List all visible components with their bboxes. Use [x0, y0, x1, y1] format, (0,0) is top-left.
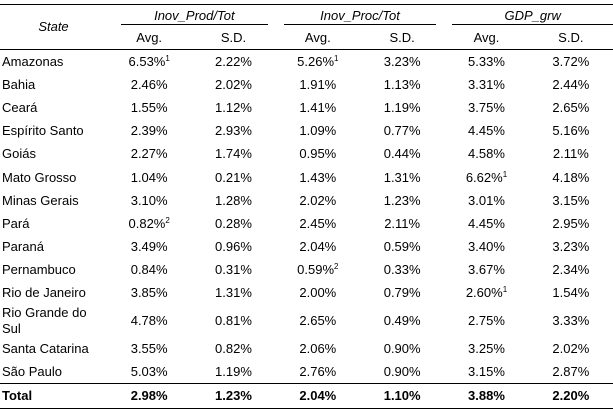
cell-value: 1.13%	[383, 76, 421, 92]
value-cell	[444, 120, 528, 143]
cell-value: 1.31%	[383, 169, 421, 185]
cell-value: 0.33%	[383, 262, 421, 278]
value-cell	[107, 384, 191, 408]
value-cell	[191, 166, 275, 189]
value-cell	[191, 73, 275, 96]
footnote-marker: 2	[334, 262, 339, 272]
cell-value: 0.28%	[215, 215, 252, 231]
cell-value: 2.20%	[552, 388, 590, 404]
value-cell	[360, 143, 444, 166]
cell-value: 1.19%	[215, 363, 252, 379]
cell-value: 1.43%	[299, 169, 337, 185]
cell-value: 3.72%	[552, 53, 590, 69]
cell-value: 3.15%	[468, 363, 505, 379]
cell-value: 1.54%	[552, 285, 590, 301]
cell-value: 0.44%	[383, 146, 421, 162]
value-cell	[529, 212, 613, 235]
table-row	[0, 360, 613, 384]
cell-value: 3.23%	[552, 239, 590, 255]
value-cell	[107, 73, 191, 96]
group-header-cell	[276, 5, 445, 28]
value-cell	[191, 305, 275, 337]
value-cell	[107, 189, 191, 212]
cell-value: 0.96%	[215, 239, 252, 255]
total-label: Total	[0, 384, 107, 408]
value-cell	[529, 73, 613, 96]
state-name: São Paulo	[2, 363, 62, 379]
cell-value: 2.65%	[552, 99, 590, 115]
table-row	[0, 305, 613, 337]
value-cell	[360, 212, 444, 235]
state-name: Minas Gerais	[2, 192, 79, 208]
cell-value: 2.11%	[552, 146, 589, 162]
value-cell	[191, 384, 275, 408]
cell-value: 0.59%	[383, 239, 421, 255]
cell-value: 1.04%	[130, 169, 168, 185]
cell-value: 2.02%	[552, 340, 590, 356]
value-cell	[529, 360, 613, 384]
cell-value: 0.49%	[383, 313, 421, 329]
value-cell	[191, 143, 275, 166]
subheader-avg: Avg.	[107, 27, 191, 50]
cell-value: 2.11%	[384, 215, 421, 231]
value-cell	[360, 73, 444, 96]
cell-value: 0.82%	[215, 340, 252, 356]
value-cell	[276, 166, 360, 189]
value-cell	[444, 50, 528, 74]
table-body	[0, 50, 613, 409]
cell-value: 2.44%	[552, 76, 590, 92]
cell-value: 2.98%	[130, 388, 168, 404]
footnote-marker: 2	[165, 215, 170, 225]
table-row	[0, 212, 613, 235]
cell-value: 0.31%	[215, 262, 252, 278]
footnote-marker: 1	[502, 169, 508, 179]
cell-value: 3.25%	[468, 340, 505, 356]
cell-value: 4.58%	[468, 146, 505, 162]
value-cell	[529, 236, 613, 259]
value-cell	[360, 236, 444, 259]
state-name: Amazonas	[2, 53, 64, 69]
cell-value: 0.90%	[383, 340, 421, 356]
cell-value: 0.21%	[215, 169, 252, 185]
value-cell	[276, 143, 360, 166]
cell-value: 0.95%	[299, 146, 337, 162]
value-cell	[529, 337, 613, 360]
cell-value: 1.74%	[215, 146, 252, 162]
subheader-avg: Avg.	[444, 27, 528, 50]
cell-value: 2.00%	[299, 285, 337, 301]
state-name: Mato Grosso	[2, 169, 77, 185]
cell-value: 6.53%	[128, 53, 166, 69]
value-cell	[360, 96, 444, 119]
table-row	[0, 50, 613, 74]
cell-value: 4.78%	[130, 313, 168, 329]
cell-value: 1.55%	[130, 99, 168, 115]
footnote-marker: 1	[165, 53, 170, 63]
cell-value: 0.77%	[383, 123, 421, 139]
value-cell	[276, 360, 360, 384]
value-cell	[444, 305, 528, 337]
cell-value: 2.87%	[552, 363, 590, 379]
group-header-cell	[444, 5, 613, 28]
cell-value: 2.76%	[299, 363, 337, 379]
value-cell	[529, 120, 613, 143]
state-column-header: State	[0, 5, 107, 50]
cell-value: 0.84%	[130, 262, 168, 278]
cell-value: 3.31%	[468, 76, 505, 92]
value-cell	[107, 96, 191, 119]
cell-value: 2.06%	[299, 340, 337, 356]
subheader-sd: S.D.	[529, 27, 613, 50]
cell-value: 1.19%	[383, 99, 421, 115]
table-row	[0, 189, 613, 212]
cell-value: 2.45%	[299, 215, 337, 231]
value-cell	[276, 50, 360, 74]
value-cell	[529, 50, 613, 74]
value-cell	[107, 143, 191, 166]
value-cell	[444, 236, 528, 259]
cell-value: 1.41%	[299, 99, 337, 115]
cell-value: 3.33%	[552, 313, 590, 329]
state-name: Espírito Santo	[2, 123, 84, 139]
total-row	[0, 384, 613, 408]
table-row	[0, 143, 613, 166]
table-row	[0, 282, 613, 305]
value-cell	[529, 189, 613, 212]
state-name: Pará	[2, 215, 30, 231]
value-cell	[191, 259, 275, 282]
value-cell	[191, 282, 275, 305]
cell-value: 2.93%	[215, 123, 252, 139]
value-cell	[444, 360, 528, 384]
value-cell	[276, 305, 360, 337]
value-cell	[191, 96, 275, 119]
value-cell	[529, 282, 613, 305]
cell-value: 2.46%	[130, 76, 168, 92]
value-cell	[107, 259, 191, 282]
value-cell	[360, 282, 444, 305]
value-cell	[107, 337, 191, 360]
value-cell	[276, 384, 360, 408]
cell-value: 0.59%	[297, 262, 335, 278]
value-cell	[276, 282, 360, 305]
cell-value: 2.75%	[468, 313, 505, 329]
footnote-marker: 1	[334, 53, 339, 63]
value-cell	[191, 236, 275, 259]
group-header-inov-proc: Inov_Proc/Tot	[284, 8, 437, 25]
value-cell	[444, 73, 528, 96]
value-cell	[444, 212, 528, 235]
value-cell	[107, 236, 191, 259]
cell-value: 1.28%	[215, 192, 252, 208]
cell-value: 0.90%	[383, 363, 421, 379]
value-cell	[276, 212, 360, 235]
state-name: Bahia	[2, 76, 36, 92]
value-cell	[360, 189, 444, 212]
cell-value: 3.01%	[468, 192, 505, 208]
group-header-inov-prod: Inov_Prod/Tot	[121, 8, 268, 25]
cell-value: 0.79%	[383, 285, 421, 301]
table-row	[0, 96, 613, 119]
value-cell	[444, 259, 528, 282]
value-cell	[107, 282, 191, 305]
cell-value: 3.75%	[468, 99, 505, 115]
cell-value: 4.45%	[468, 123, 505, 139]
value-cell	[107, 120, 191, 143]
cell-value: 3.55%	[130, 340, 168, 356]
value-cell	[360, 360, 444, 384]
statistics-table	[0, 4, 613, 409]
cell-value: 3.49%	[130, 239, 168, 255]
value-cell	[360, 259, 444, 282]
value-cell	[191, 50, 275, 74]
cell-value: 2.04%	[299, 239, 337, 255]
value-cell	[191, 212, 275, 235]
cell-value: 3.85%	[130, 285, 168, 301]
cell-value: 2.22%	[215, 53, 252, 69]
value-cell	[107, 50, 191, 74]
cell-value: 5.03%	[130, 363, 168, 379]
value-cell	[529, 166, 613, 189]
value-cell	[276, 337, 360, 360]
cell-value: 4.45%	[468, 215, 505, 231]
table-row	[0, 120, 613, 143]
cell-value: 1.10%	[383, 388, 421, 404]
value-cell	[444, 143, 528, 166]
cell-value: 3.15%	[552, 192, 590, 208]
table-row	[0, 259, 613, 282]
cell-value: 2.60%	[465, 285, 503, 301]
value-cell	[360, 305, 444, 337]
value-cell	[107, 212, 191, 235]
table-row	[0, 73, 613, 96]
cell-value: 1.12%	[215, 99, 252, 115]
group-header-gdp-grw: GDP_grw	[452, 8, 613, 25]
state-name: Paraná	[2, 239, 44, 255]
state-name: Rio Grande do Sul	[2, 305, 87, 337]
cell-value: 2.02%	[215, 76, 252, 92]
value-cell	[444, 337, 528, 360]
cell-value: 0.82%	[128, 215, 166, 231]
cell-value: 5.16%	[552, 123, 590, 139]
value-cell	[191, 337, 275, 360]
cell-value: 3.88%	[468, 388, 505, 404]
value-cell	[276, 236, 360, 259]
cell-value: 1.23%	[383, 192, 421, 208]
value-cell	[276, 96, 360, 119]
value-cell	[191, 189, 275, 212]
subheader-avg: Avg.	[276, 27, 360, 50]
cell-value: 1.09%	[299, 123, 337, 139]
value-cell	[107, 305, 191, 337]
cell-value: 2.02%	[299, 192, 337, 208]
value-cell	[444, 189, 528, 212]
value-cell	[276, 259, 360, 282]
value-cell	[107, 166, 191, 189]
value-cell	[276, 120, 360, 143]
cell-value: 2.65%	[299, 313, 337, 329]
cell-value: 3.67%	[468, 262, 505, 278]
subheader-sd: S.D.	[360, 27, 444, 50]
table-row	[0, 166, 613, 189]
state-name: Goiás	[2, 146, 36, 162]
value-cell	[276, 73, 360, 96]
state-name: Ceará	[2, 99, 38, 115]
value-cell	[529, 96, 613, 119]
value-cell	[529, 305, 613, 337]
cell-value: 1.91%	[299, 76, 337, 92]
value-cell	[191, 120, 275, 143]
value-cell	[360, 50, 444, 74]
state-name: Rio de Janeiro	[2, 285, 86, 301]
footnote-marker: 1	[502, 285, 508, 295]
cell-value: 2.95%	[552, 215, 590, 231]
value-cell	[360, 166, 444, 189]
cell-value: 6.62%	[465, 169, 503, 185]
cell-value: 2.27%	[130, 146, 168, 162]
value-cell	[529, 143, 613, 166]
table-row	[0, 337, 613, 360]
table-row	[0, 236, 613, 259]
cell-value: 3.10%	[130, 192, 168, 208]
value-cell	[444, 384, 528, 408]
cell-value: 5.33%	[468, 53, 505, 69]
value-cell	[191, 360, 275, 384]
value-cell	[529, 384, 613, 408]
value-cell	[444, 282, 528, 305]
cell-value: 2.39%	[130, 123, 168, 139]
cell-value: 1.23%	[215, 388, 252, 404]
value-cell	[444, 166, 528, 189]
cell-value: 3.40%	[468, 239, 505, 255]
value-cell	[360, 120, 444, 143]
value-cell	[360, 384, 444, 408]
subheader-sd: S.D.	[191, 27, 275, 50]
cell-value: 2.34%	[552, 262, 590, 278]
cell-value: 0.81%	[215, 313, 252, 329]
cell-value: 4.18%	[552, 169, 590, 185]
group-header-cell	[107, 5, 276, 28]
cell-value: 2.04%	[299, 388, 337, 404]
value-cell	[107, 360, 191, 384]
cell-value: 1.31%	[215, 285, 252, 301]
value-cell	[444, 96, 528, 119]
cell-value: 3.23%	[383, 53, 421, 69]
state-name: Pernambuco	[2, 262, 76, 278]
value-cell	[529, 259, 613, 282]
value-cell	[276, 189, 360, 212]
state-name: Santa Catarina	[2, 340, 89, 356]
value-cell	[360, 337, 444, 360]
cell-value: 5.26%	[297, 53, 335, 69]
